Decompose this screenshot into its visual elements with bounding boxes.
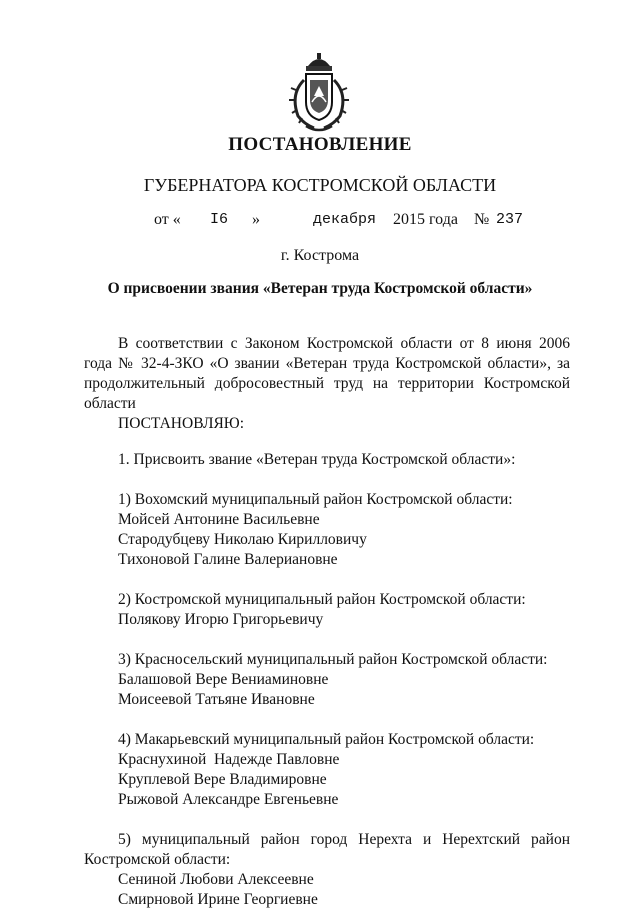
person-name: Балашовой Вере Вениаминовне [118, 671, 329, 688]
coat-of-arms-emblem [284, 50, 354, 134]
date-quote-close: » [252, 211, 260, 228]
district-1 [84, 490, 570, 570]
person-name: Круплевой Вере Владимировне [118, 771, 327, 788]
district-5 [84, 830, 570, 910]
person-name: Тихоновой Галине Валериановне [118, 551, 338, 568]
city-name: г. Кострома [280, 247, 360, 264]
person-name: Краснухиной Надежде Павловне [118, 751, 340, 768]
decree-word: ПОСТАНОВЛЯЮ: [118, 415, 245, 432]
person-name: Моисеевой Татьяне Ивановне [118, 691, 315, 708]
person-name: Рыжовой Александре Евгеньевне [118, 791, 339, 808]
document-title: ПОСТАНОВЛЕНИЕ [228, 134, 412, 155]
date-prefix: от « [154, 211, 181, 228]
person-name: Смирновой Ирине Георгиевне [118, 891, 318, 908]
intro-paragraph: В соответствии с Законом Костромской области от 8 июня 2006 года № 32-4-ЗКО «О звании «Ветеран труда Костромской области», за продолжительный добросовестный труд на территории Костромской области [84, 335, 570, 412]
date-month: декабря [313, 211, 377, 228]
date-day: I6 [210, 211, 229, 228]
district-title: 4) Макарьевский муниципальный район Костромской области: [118, 731, 535, 748]
district-2 [84, 590, 570, 630]
district-title: 5) муниципальный район город Нерехта и Нерехтский район Костромской области: [84, 831, 570, 868]
document-number: 237 [496, 211, 524, 228]
person-name: Стародубцеву Николаю Кирилловичу [118, 531, 367, 548]
person-name: Сениной Любови Алексеевне [118, 871, 314, 888]
district-title: 1) Вохомский муниципальный район Костромской области: [118, 491, 513, 508]
date-year: 2015 года [393, 211, 458, 228]
number-sign: № [474, 211, 490, 228]
district-title: 3) Красносельский муниципальный район Костромской области: [118, 651, 548, 668]
kostroma-coat-of-arms-icon [284, 50, 354, 134]
document-subtitle: ГУБЕРНАТОРА КОСТРОМСКОЙ ОБЛАСТИ [143, 175, 497, 195]
document-body [84, 334, 570, 910]
district-title: 2) Костромской муниципальный район Костромской области: [118, 591, 526, 608]
district-4 [84, 730, 570, 810]
person-name: Полякову Игорю Григорьевичу [118, 611, 324, 628]
district-3 [84, 650, 570, 710]
item-1: 1. Присвоить звание «Ветеран труда Костромской области»: [118, 451, 516, 468]
document-heading: О присвоении звания «Ветеран труда Костромской области» [107, 280, 533, 297]
person-name: Мойсей Антонине Васильевне [118, 511, 320, 528]
